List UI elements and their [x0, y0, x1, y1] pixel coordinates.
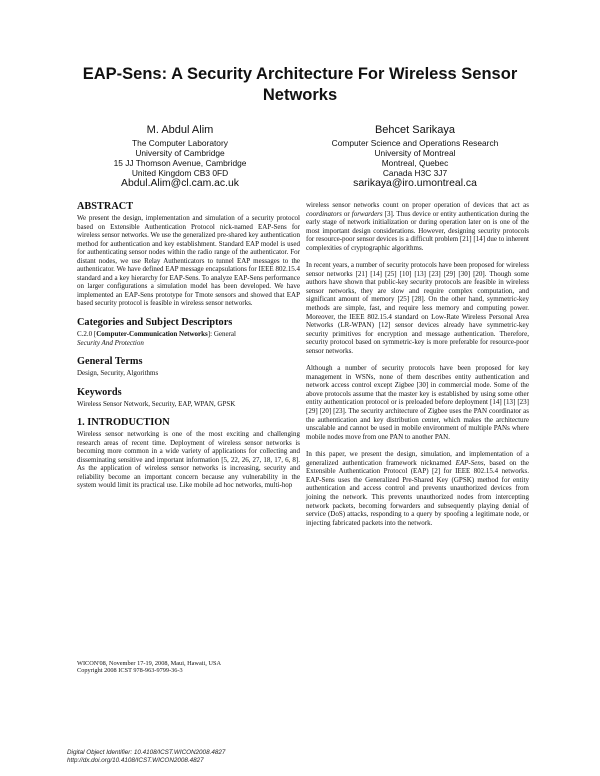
- copyright-line: Copyright 2008 ICST 978-963-9799-36-3: [77, 667, 183, 675]
- conference-line: WICON'08, November 17-19, 2008, Maui, Hawaii, USA: [77, 660, 222, 667]
- paragraph-text: , based on the Extensible Authentication Protocol (EAP) [2] for IEEE 802.15.4 networks. EAP-Sens uses the Generalized Pre-Shared Key (GPSK) method for entity authentication and access control and prevents unauthorized devices from joining the network. This prevents unauthorized nodes from intercepting network packets, becoming forwarders and subsequently playing denial of service (DoS) attacks, responding to a query by spoofing a legitimate node, or injecting fabricated packets into the network.: [306, 458, 529, 527]
- abstract-text: We present the design, implementation and simulation of a security protocol based on Extensible Authentication Protocol nick-named EAP-Sens for wireless sensor networks. We use the generalized pre-shared key authentication method for authentication and key establishment. Standard EAP model is used for authenticating sensor nodes within the radio range of the authenticator. For distant nodes, we use Relay Authenticators to tunnel EAP messages to the authenticator. We have defined EAP message encapsulations for IEEE 802.15.4 standard and a key hierarchy for EAP-Sens. To analyze EAP-Sens performance on larger configurations a simulation model has been developed. We have implemented an EAP-Sens prototype for Tmote sensors and showed that EAP based security protocol is feasible in wireless sensor networks.: [77, 214, 300, 308]
- author-affiliation-line: Computer Science and Operations Research: [331, 138, 499, 148]
- author-block-2: [290, 124, 540, 190]
- doi-link[interactable]: http://dx.doi.org/10.4108/ICST.WICON2008.4827: [67, 757, 204, 765]
- body-paragraph-3: Although a number of security protocols have been proposed for key management in WSNs, none of them describes entity authentication and network access control except Zigbee [30] in commercial mode. Some of the above protocols assume that the master key is established by using some other entity authentication protocol or is preloaded before deployment [14] [13] [23] [29] [20] [23]. The security architecture of Zigbee uses the PAN coordinator as the authentication and key distribution center, which makes the architecture unscalable and cannot be used in mobile environment of multiple PANs where mobile nodes move from one PAN to another PAN.: [306, 364, 529, 441]
- abstract-heading: ABSTRACT: [77, 201, 134, 212]
- paragraph-text: In this paper, we present the design, simulation, and implementation of a generalized authentication framework nicknamed: [306, 450, 529, 467]
- categories-heading: Categories and Subject Descriptors: [77, 317, 233, 329]
- author-affiliation-line: United Kingdom CB3 0FD: [131, 168, 229, 178]
- author-email: Abdul.Alim@cl.cam.ac.uk: [121, 178, 239, 189]
- author-affiliation-line: The Computer Laboratory: [132, 138, 228, 148]
- categories-text: [77, 330, 300, 347]
- author-name: Behcet Sarikaya: [374, 124, 456, 136]
- conference-note: [77, 660, 300, 675]
- emphasis-text: coordinators: [306, 209, 342, 218]
- author-affiliation-line: Canada H3C 3J7: [382, 168, 448, 178]
- emphasis-text: EAP-Sens: [455, 458, 484, 467]
- doi-footer: [67, 749, 225, 765]
- body-paragraph-1: [306, 201, 529, 252]
- paper-title: [60, 64, 540, 106]
- left-column: [77, 201, 300, 490]
- categories-italic: Security And Protection: [77, 338, 144, 347]
- author-affiliation-line: University of Cambridge: [135, 148, 225, 158]
- categories-code: C.2.0 [: [77, 330, 97, 339]
- paper-title-line-1: EAP-Sens: A Security Architecture For Wireless Sensor: [82, 65, 518, 83]
- doi-identifier: Digital Object Identifier: 10.4108/ICST.WICON2008.4827: [67, 749, 226, 756]
- author-email: sarikaya@iro.umontreal.ca: [353, 178, 477, 189]
- emphasis-text: forwarders: [351, 209, 383, 218]
- general-terms-heading: General Terms: [77, 356, 143, 368]
- paper-title-line-2: Networks: [262, 86, 338, 104]
- author-affiliation-line: University of Montreal: [374, 148, 456, 158]
- introduction-text: Wireless sensor networking is one of the most exciting and challenging research areas of recent time. Deployment of wireless sensor networks is becoming more common in a wide variety of applications for collecting and disseminating sensitive and important information [5, 22, 26, 27, 18, 17, 6, 8]. As the application of wireless sensor networks is increasing, security and reliability become an important concern because any vulnerability in the system would limit its practical use. Like mobile ad hoc networks, multi-hop: [77, 430, 300, 490]
- categories-rest: ]: General: [207, 330, 236, 339]
- paragraph-text: [3]. Thus device or entity authentication during the early stage of network initialization or during operation later on is one of the most important design considerations. However, designing security protocols for resource-poor sensor devices is a difficult problem [21] [14] due to inherent complexities of cryptographic algorithms.: [306, 209, 529, 252]
- body-paragraph-4: [306, 450, 529, 527]
- paragraph-text: or: [341, 209, 352, 218]
- right-column: [306, 201, 529, 527]
- paragraph-text: wireless sensor networks count on proper operation of devices that act as: [306, 201, 529, 209]
- author-name: M. Abdul Alim: [146, 124, 214, 136]
- introduction-heading: 1. INTRODUCTION: [77, 417, 170, 429]
- author-affiliation-line: 15 JJ Thomson Avenue, Cambridge: [113, 158, 247, 168]
- body-paragraph-2: In recent years, a number of security protocols have been proposed for wireless sensor networks [21] [14] [25] [10] [13] [23] [29] [30] [20]. Though some authors have shown that public-key security protocols are feasible in wireless sensor networks, they are slow and require complex computation, and significant amount of memory [25] [28]. On the other hand, symmetric-key methods are simple, fast, and require less memory and computing power. Moreover, the IEEE 802.15.4 standard on Low-Rate Wireless Personal Area Networks (LR-WPAN) [12] sensor devices already have symmetric-key security primitives for encryption and message authentication. Therefore, security protocol based on symmetric-key is more preferable for resource-poor sensor networks.: [306, 261, 529, 355]
- keywords-text: Wireless Sensor Network, Security, EAP, WPAN, GPSK: [77, 399, 236, 408]
- author-affiliation-line: Montreal, Quebec: [381, 158, 449, 168]
- keywords-heading: Keywords: [77, 386, 122, 398]
- author-block-1: [55, 124, 305, 190]
- categories-bold: Computer-Communication Networks: [96, 330, 208, 339]
- general-terms-text: Design, Security, Algorithms: [77, 369, 159, 378]
